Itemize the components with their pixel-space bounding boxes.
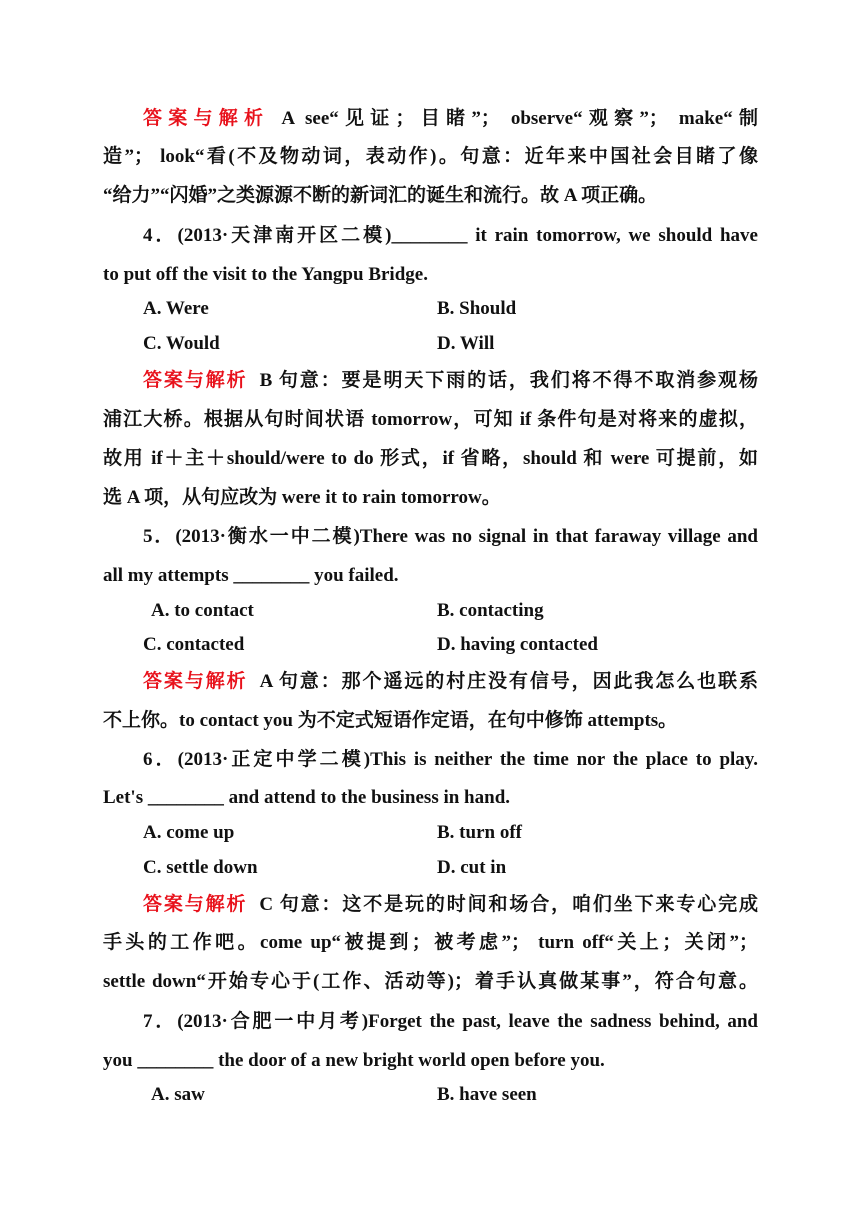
q6-option-d: D. cut in — [437, 857, 507, 878]
q3-answer-line-2: 造”； look“看(不及物动词，表动作)。句意：近年来中国社会目睹了像 — [103, 146, 758, 167]
q4-option-d: D. Will — [437, 333, 495, 354]
q5-answer-line-2: 不上你。to contact you 为不定式短语作定语，在句中修饰 attempts。 — [103, 710, 678, 731]
q4-answer-line-3: 故用 if＋主＋should/were to do 形式，if 省略，should 和 were 可提前，如 — [103, 448, 758, 469]
q7-option-b: B. have seen — [437, 1084, 537, 1105]
q6-option-a: A. come up — [143, 822, 235, 843]
answer-label: 答案与解析 — [143, 107, 270, 129]
q4-stem-line-2: to put off the visit to the Yangpu Bridge. — [103, 264, 428, 285]
answer-label: 答案与解析 — [143, 893, 248, 915]
q7-stem-line-1: 7．(2013·合肥一中月考)Forget the past, leave the sadness behind, and — [143, 1011, 758, 1032]
q6-answer-line-2: 手头的工作吧。come up“被提到；被考虑”； turn off“关上；关闭”； — [103, 932, 758, 953]
q4-option-a: A. Were — [143, 298, 209, 319]
q5-option-d: D. having contacted — [437, 634, 598, 655]
q5-option-b: B. contacting — [437, 600, 544, 621]
answer-label: 答案与解析 — [143, 670, 248, 692]
q3-answer-line-1: 答案与解析 A see“见证；目睹”； observe“观察”； make“制 — [143, 107, 758, 129]
q6-answer-line-3: settle down“开始专心于(工作、活动等)；着手认真做某事”，符合句意。 — [103, 971, 758, 992]
q4-option-c: C. Would — [143, 333, 220, 354]
q6-option-b: B. turn off — [437, 822, 522, 843]
q3-answer-line-3: “给力”“闪婚”之类源源不断的新词汇的诞生和流行。故 A 项正确。 — [103, 185, 658, 206]
q4-answer-line-1: 答案与解析 B 句意：要是明天下雨的话，我们将不得不取消参观杨 — [143, 369, 758, 391]
q4-answer-line-4: 选 A 项，从句应改为 were it to rain tomorrow。 — [103, 487, 501, 508]
q6-option-c: C. settle down — [143, 857, 258, 878]
q7-stem-line-2: you ________ the door of a new bright world open before you. — [103, 1050, 605, 1071]
q6-answer-line-1: 答案与解析 C 句意：这不是玩的时间和场合，咱们坐下来专心完成 — [143, 893, 758, 915]
q5-stem-line-2: all my attempts ________ you failed. — [103, 565, 399, 586]
q4-stem-line-1: 4．(2013·天津南开区二模)________ it rain tomorrow, we should have — [143, 225, 758, 246]
q7-option-a: A. saw — [151, 1084, 205, 1105]
answer-label: 答案与解析 — [143, 369, 248, 391]
q5-answer-line-1: 答案与解析 A 句意：那个遥远的村庄没有信号，因此我怎么也联系 — [143, 670, 758, 692]
q4-option-b: B. Should — [437, 298, 517, 319]
q6-stem-line-1: 6．(2013·正定中学二模)This is neither the time nor the place to play. — [143, 749, 758, 770]
q5-stem-line-1: 5．(2013·衡水一中二模)There was no signal in that faraway village and — [143, 526, 758, 547]
q6-stem-line-2: Let's ________ and attend to the business in hand. — [103, 787, 511, 808]
q4-answer-line-2: 浦江大桥。根据从句时间状语 tomorrow，可知 if 条件句是对将来的虚拟， — [103, 409, 758, 430]
q5-option-c: C. contacted — [143, 634, 245, 655]
q5-option-a: A. to contact — [151, 600, 254, 621]
